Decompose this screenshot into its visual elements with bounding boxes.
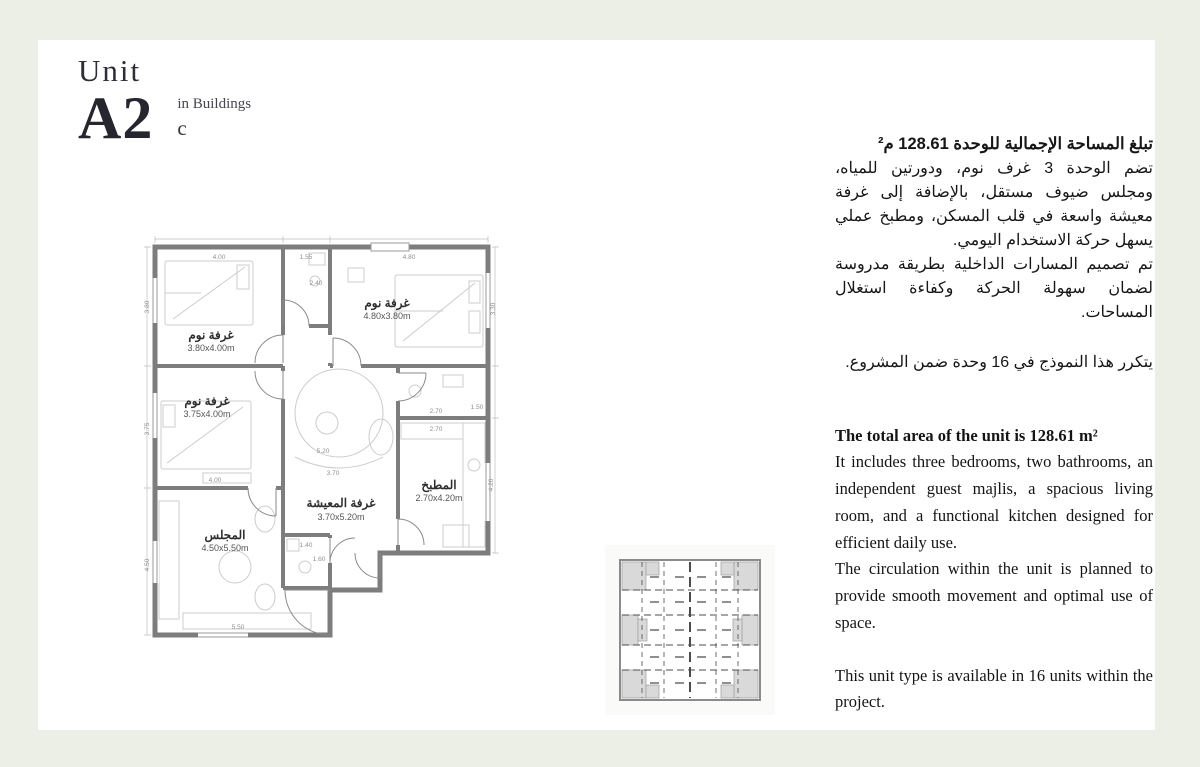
arabic-paragraph: تضم الوحدة 3 غرف نوم، ودورتين للمياه، ومجلس ضيوف مستقل، بالإضافة إلى غرفة معيشة واسعة في قلب المسكن، ومطبخ عملي يسهل حركة الاستخدام اليومي. <box>835 159 1154 249</box>
site-key-plan <box>617 557 763 703</box>
room-label: المجلس <box>204 528 246 542</box>
unit-code: A2 <box>78 85 154 152</box>
svg-text:2.70: 2.70 <box>429 408 443 415</box>
svg-text:1.50: 1.50 <box>470 404 484 411</box>
svg-text:4.80: 4.80 <box>402 254 416 261</box>
site-key-card <box>605 545 775 715</box>
arabic-paragraph: تم تصميم المسارات الداخلية بطريقة مدروسة لضمان سهولة الحركة وكفاءة استغلال المساحات. <box>835 255 1153 321</box>
brochure-page <box>38 40 1155 730</box>
description-column <box>835 132 1153 716</box>
arabic-description <box>835 132 1153 375</box>
arabic-paragraph: يتكرر هذا النموذج في 16 وحدة ضمن المشروع. <box>845 353 1153 371</box>
svg-text:3.70: 3.70 <box>326 470 340 477</box>
room-size: 2.70x4.20m <box>415 493 463 503</box>
room-label: غرفة نوم <box>364 296 410 310</box>
room-size: 4.50x5.50m <box>201 543 249 553</box>
plan-dimension-ticks <box>144 236 499 635</box>
english-description <box>835 423 1153 716</box>
svg-text:5.50: 5.50 <box>231 624 245 631</box>
plan-furniture <box>159 253 485 629</box>
svg-text:1.55: 1.55 <box>299 254 313 261</box>
svg-text:4.50: 4.50 <box>144 558 151 572</box>
room-size: 4.80x3.80m <box>363 311 411 321</box>
english-paragraph: The circulation within the unit is planned to provide smooth movement and optimal use of space. <box>835 559 1153 632</box>
room-size: 3.80x4.00m <box>187 343 235 353</box>
room-size: 3.70x5.20m <box>317 512 365 522</box>
room-label: غرفة المعيشة <box>306 496 376 510</box>
svg-text:4.00: 4.00 <box>212 254 226 261</box>
svg-text:1.40: 1.40 <box>299 542 313 549</box>
room-size: 3.75x4.00m <box>183 409 231 419</box>
svg-text:3.75: 3.75 <box>144 422 151 436</box>
unit-label: Unit <box>78 53 142 88</box>
english-headline: The total area of the unit is 128.61 m² <box>835 425 1098 445</box>
plan-walls <box>155 247 488 635</box>
english-paragraph: It includes three bedrooms, two bathrooms, an independent guest majlis, a spacious living room, and a functional kitchen designed for efficient daily use. <box>835 452 1153 552</box>
svg-text:5.20: 5.20 <box>316 448 330 455</box>
room-label: غرفة نوم <box>188 328 234 342</box>
plan-windows <box>151 243 492 639</box>
plan-dimensions <box>144 254 497 631</box>
svg-text:4.20: 4.20 <box>488 478 495 492</box>
arabic-headline: تبلغ المساحة الإجمالية للوحدة 128.61 م² <box>877 135 1153 153</box>
room-label: المطبخ <box>421 478 457 492</box>
svg-text:2.40: 2.40 <box>309 280 323 287</box>
english-paragraph: This unit type is available in 16 units within the project. <box>835 665 1153 712</box>
svg-text:4.00: 4.00 <box>208 477 222 484</box>
room-label: غرفة نوم <box>184 394 230 408</box>
building-letter: c <box>177 116 187 140</box>
svg-text:3.80: 3.80 <box>144 300 151 314</box>
plan-room-labels <box>183 296 462 553</box>
floor-plan <box>143 223 501 655</box>
svg-text:2.70: 2.70 <box>429 426 443 433</box>
in-buildings-label: in Buildings <box>177 96 252 112</box>
title-block <box>78 53 252 152</box>
svg-text:3.30: 3.30 <box>490 302 497 316</box>
svg-text:1.60: 1.60 <box>312 556 326 563</box>
